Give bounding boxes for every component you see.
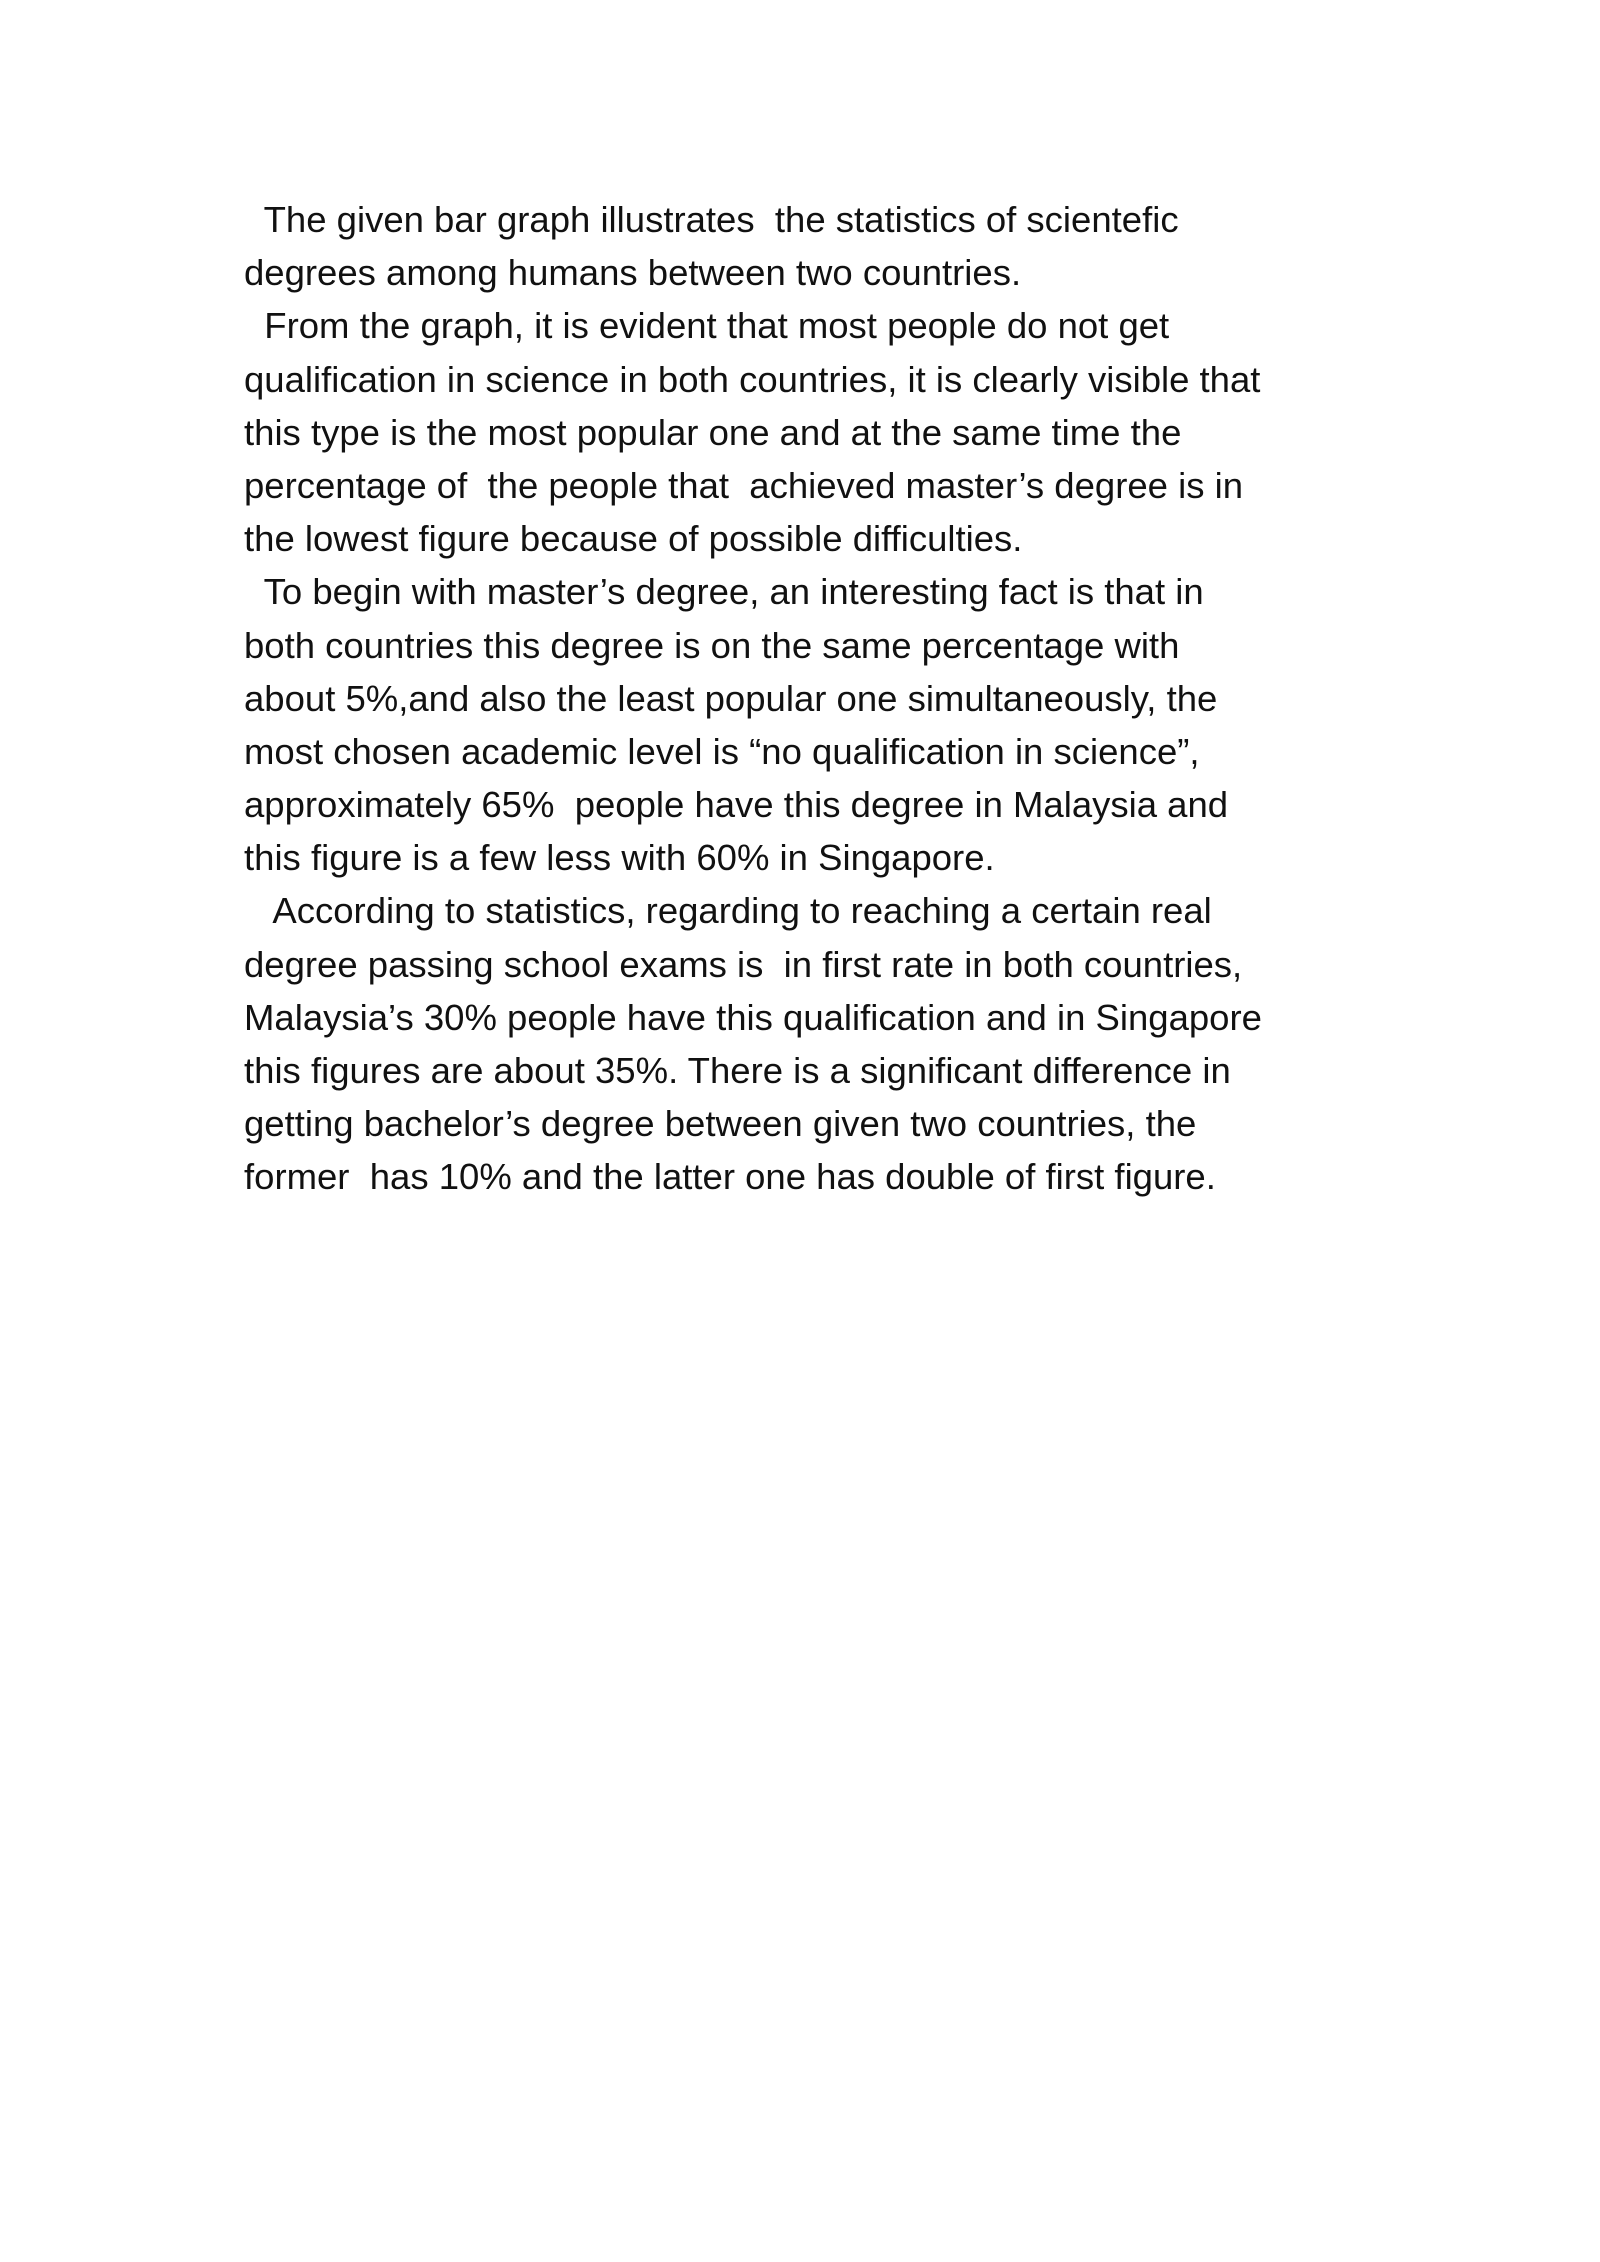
essay-text (244, 193, 1424, 1204)
text-line: qualification in science in both countries, it is clearly visible that (244, 358, 1261, 400)
text-line: this figures are about 35%. There is a significant difference in (244, 1050, 1231, 1091)
text-line: both countries this degree is on the same percentage with (244, 624, 1180, 666)
text-line: most chosen academic level is “no qualification in science”, (244, 730, 1200, 772)
text-line: this type is the most popular one and at the same time the (244, 411, 1182, 453)
text-line: about 5%,and also the least popular one simultaneously, the (244, 677, 1218, 719)
text-line: To begin with master’s degree, an interesting fact is that in (244, 571, 1204, 613)
text-line: According to statistics, regarding to reaching a certain real (244, 890, 1212, 932)
text-line: getting bachelor’s degree between given two countries, the (244, 1103, 1197, 1145)
text-line: percentage of the people that achieved master’s degree is in (244, 464, 1243, 506)
text-line: former has 10% and the latter one has double of first figure. (244, 1156, 1216, 1198)
text-line: degree passing school exams is in first rate in both countries, (244, 943, 1243, 985)
text-line: this figure is a few less with 60% in Singapore. (244, 837, 995, 879)
text-line: approximately 65% people have this degree in Malaysia and (244, 784, 1229, 826)
text-line: The given bar graph illustrates the statistics of scientefic (244, 199, 1179, 240)
text-line: degrees among humans between two countries. (244, 252, 1022, 294)
text-line: Malaysia’s 30% people have this qualification and in Singapore (244, 996, 1262, 1038)
text-line: From the graph, it is evident that most people do not get (244, 305, 1170, 347)
text-line: the lowest figure because of possible difficulties. (244, 518, 1023, 560)
